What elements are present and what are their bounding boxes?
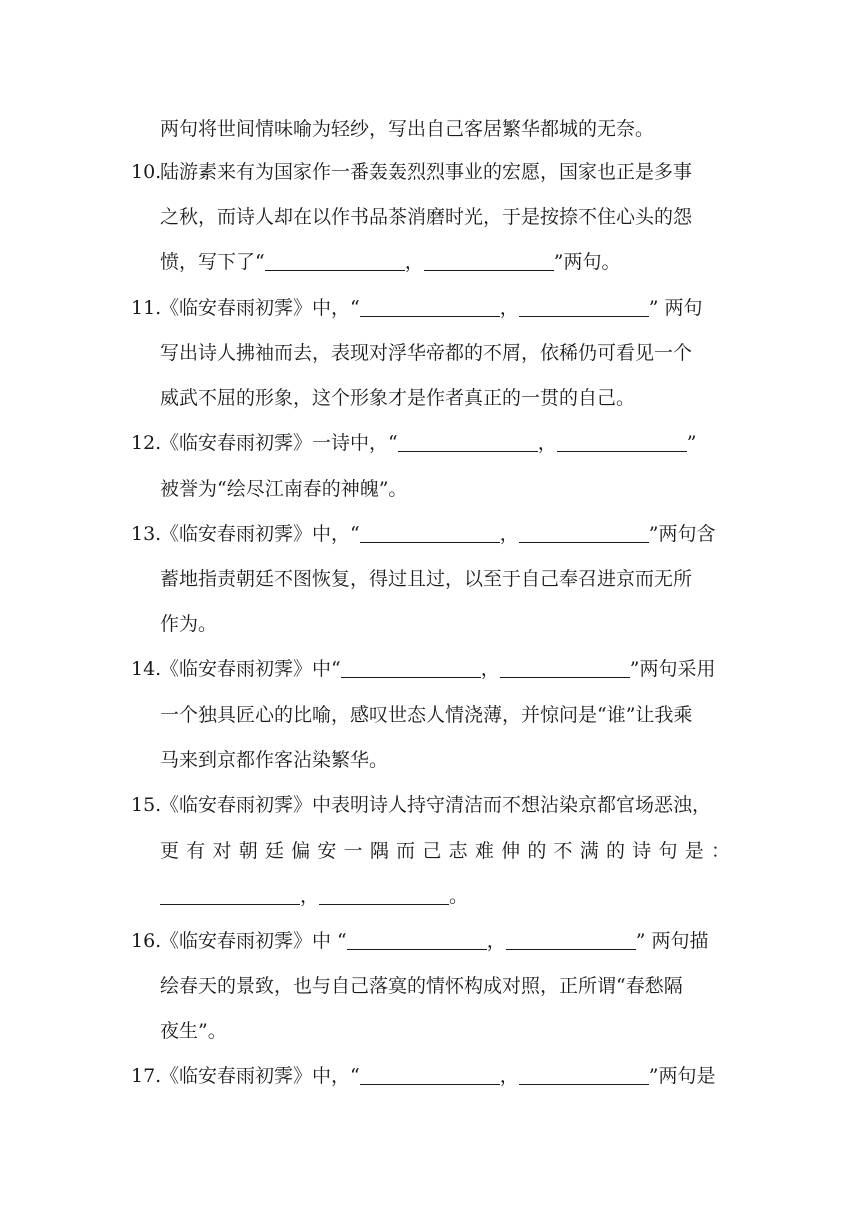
answer-blank[interactable] — [360, 522, 500, 543]
answer-blank[interactable] — [347, 929, 487, 950]
text: 更有对朝廷偏安一隅而己志难伸的不满的诗句是： — [160, 840, 730, 862]
text: 威武不屈的形象，这个形象才是作者真正的一贯的自己。 — [160, 387, 636, 409]
text: ， — [499, 297, 519, 319]
text: 《临安春雨初霁》中，“ — [160, 297, 360, 319]
text: 马来到京都作客沾染繁华。 — [160, 749, 389, 771]
text: ， — [537, 432, 557, 454]
answer-blank[interactable] — [519, 296, 649, 317]
question-number: 15. — [131, 794, 162, 816]
text-line — [160, 249, 730, 275]
question-15 — [131, 792, 730, 818]
question-number: 11. — [131, 297, 162, 319]
text: 写出诗人拂袖而去，表现对浮华帝都的不屑，依稀仍可看见一个 — [160, 342, 693, 364]
text: ” 两句描 — [635, 930, 709, 952]
text: 《临安春雨初霁》中，“ — [160, 523, 360, 545]
text: 《临安春雨初霁》中 “ — [160, 930, 347, 952]
answer-blank[interactable] — [265, 250, 405, 271]
text: 蓄地指责朝廷不图恢复，得过且过，以至于自己奉召进京而无所 — [160, 568, 693, 590]
answer-blank[interactable] — [360, 1064, 500, 1085]
text-line — [160, 747, 730, 773]
text-line — [160, 116, 730, 142]
question-17 — [131, 1063, 730, 1089]
answer-blank[interactable] — [519, 522, 649, 543]
answer-blank[interactable] — [398, 431, 538, 452]
question-number: 10. — [131, 161, 162, 183]
answer-blank[interactable] — [519, 1064, 649, 1085]
text: 绘春天的景致，也与自己落寞的情怀构成对照，正所谓“春愁隔 — [160, 975, 683, 997]
answer-blank[interactable] — [500, 657, 630, 678]
answer-blank[interactable] — [557, 431, 687, 452]
question-13 — [131, 521, 730, 547]
text-line — [160, 838, 730, 864]
text: 陆游素来有为国家作一番轰轰烈烈事业的宏愿，国家也正是多事 — [160, 161, 693, 183]
text: ” 两句 — [648, 297, 703, 319]
text: 《临安春雨初霁》中表明诗人持守清洁而不想沾染京都官场恶浊， — [160, 794, 712, 816]
text: ”两句含 — [648, 523, 716, 545]
text-line — [160, 385, 730, 411]
text: 被誉为“绘尽江南春的神魄”。 — [160, 478, 408, 500]
text: ” — [686, 432, 697, 454]
text: 夜生”。 — [160, 1020, 227, 1042]
text: ”两句。 — [553, 251, 621, 273]
text-line — [160, 883, 730, 909]
answer-blank[interactable] — [506, 929, 636, 950]
question-number: 14. — [131, 658, 162, 680]
text: ， — [486, 930, 506, 952]
question-12 — [131, 430, 730, 456]
text: 《临安春雨初霁》中，“ — [160, 1065, 360, 1087]
text-line — [160, 476, 730, 502]
answer-blank[interactable] — [160, 884, 300, 905]
text: ， — [499, 523, 519, 545]
answer-blank[interactable] — [341, 657, 481, 678]
text: 作为。 — [160, 613, 218, 635]
text: 《临安春雨初霁》一诗中，“ — [160, 432, 398, 454]
question-number: 16. — [131, 930, 162, 952]
text: ， — [480, 658, 500, 680]
answer-blank[interactable] — [360, 296, 500, 317]
text: ， — [404, 251, 424, 273]
text-line — [160, 702, 730, 728]
text: 一个独具匠心的比喻，感叹世态人情浇薄，并惊问是“谁”让我乘 — [160, 704, 693, 726]
text-line — [160, 340, 730, 366]
text-line — [160, 204, 730, 230]
text-line — [160, 973, 730, 999]
question-number: 17. — [131, 1065, 162, 1087]
question-number: 13. — [131, 523, 162, 545]
question-number: 12. — [131, 432, 162, 454]
text: 愤，写下了“ — [160, 251, 265, 273]
answer-blank[interactable] — [319, 884, 449, 905]
text: ”两句是 — [648, 1065, 716, 1087]
text: 之秋，而诗人却在以作书品茶消磨时光，于是按捺不住心头的怨 — [160, 206, 693, 228]
text-line — [160, 566, 730, 592]
question-11 — [131, 295, 730, 321]
text-line — [160, 1018, 730, 1044]
text: ”两句采用 — [629, 658, 716, 680]
answer-blank[interactable] — [424, 250, 554, 271]
text: 两句将世间情味喻为轻纱，写出自己客居繁华都城的无奈。 — [160, 118, 655, 140]
text-line — [160, 611, 730, 637]
text: 。 — [449, 885, 469, 907]
text: ， — [499, 1065, 519, 1087]
question-16 — [131, 928, 730, 954]
text: 《临安春雨初霁》中“ — [160, 658, 341, 680]
question-14 — [131, 656, 730, 682]
text: ， — [300, 885, 320, 907]
question-10 — [131, 159, 730, 185]
